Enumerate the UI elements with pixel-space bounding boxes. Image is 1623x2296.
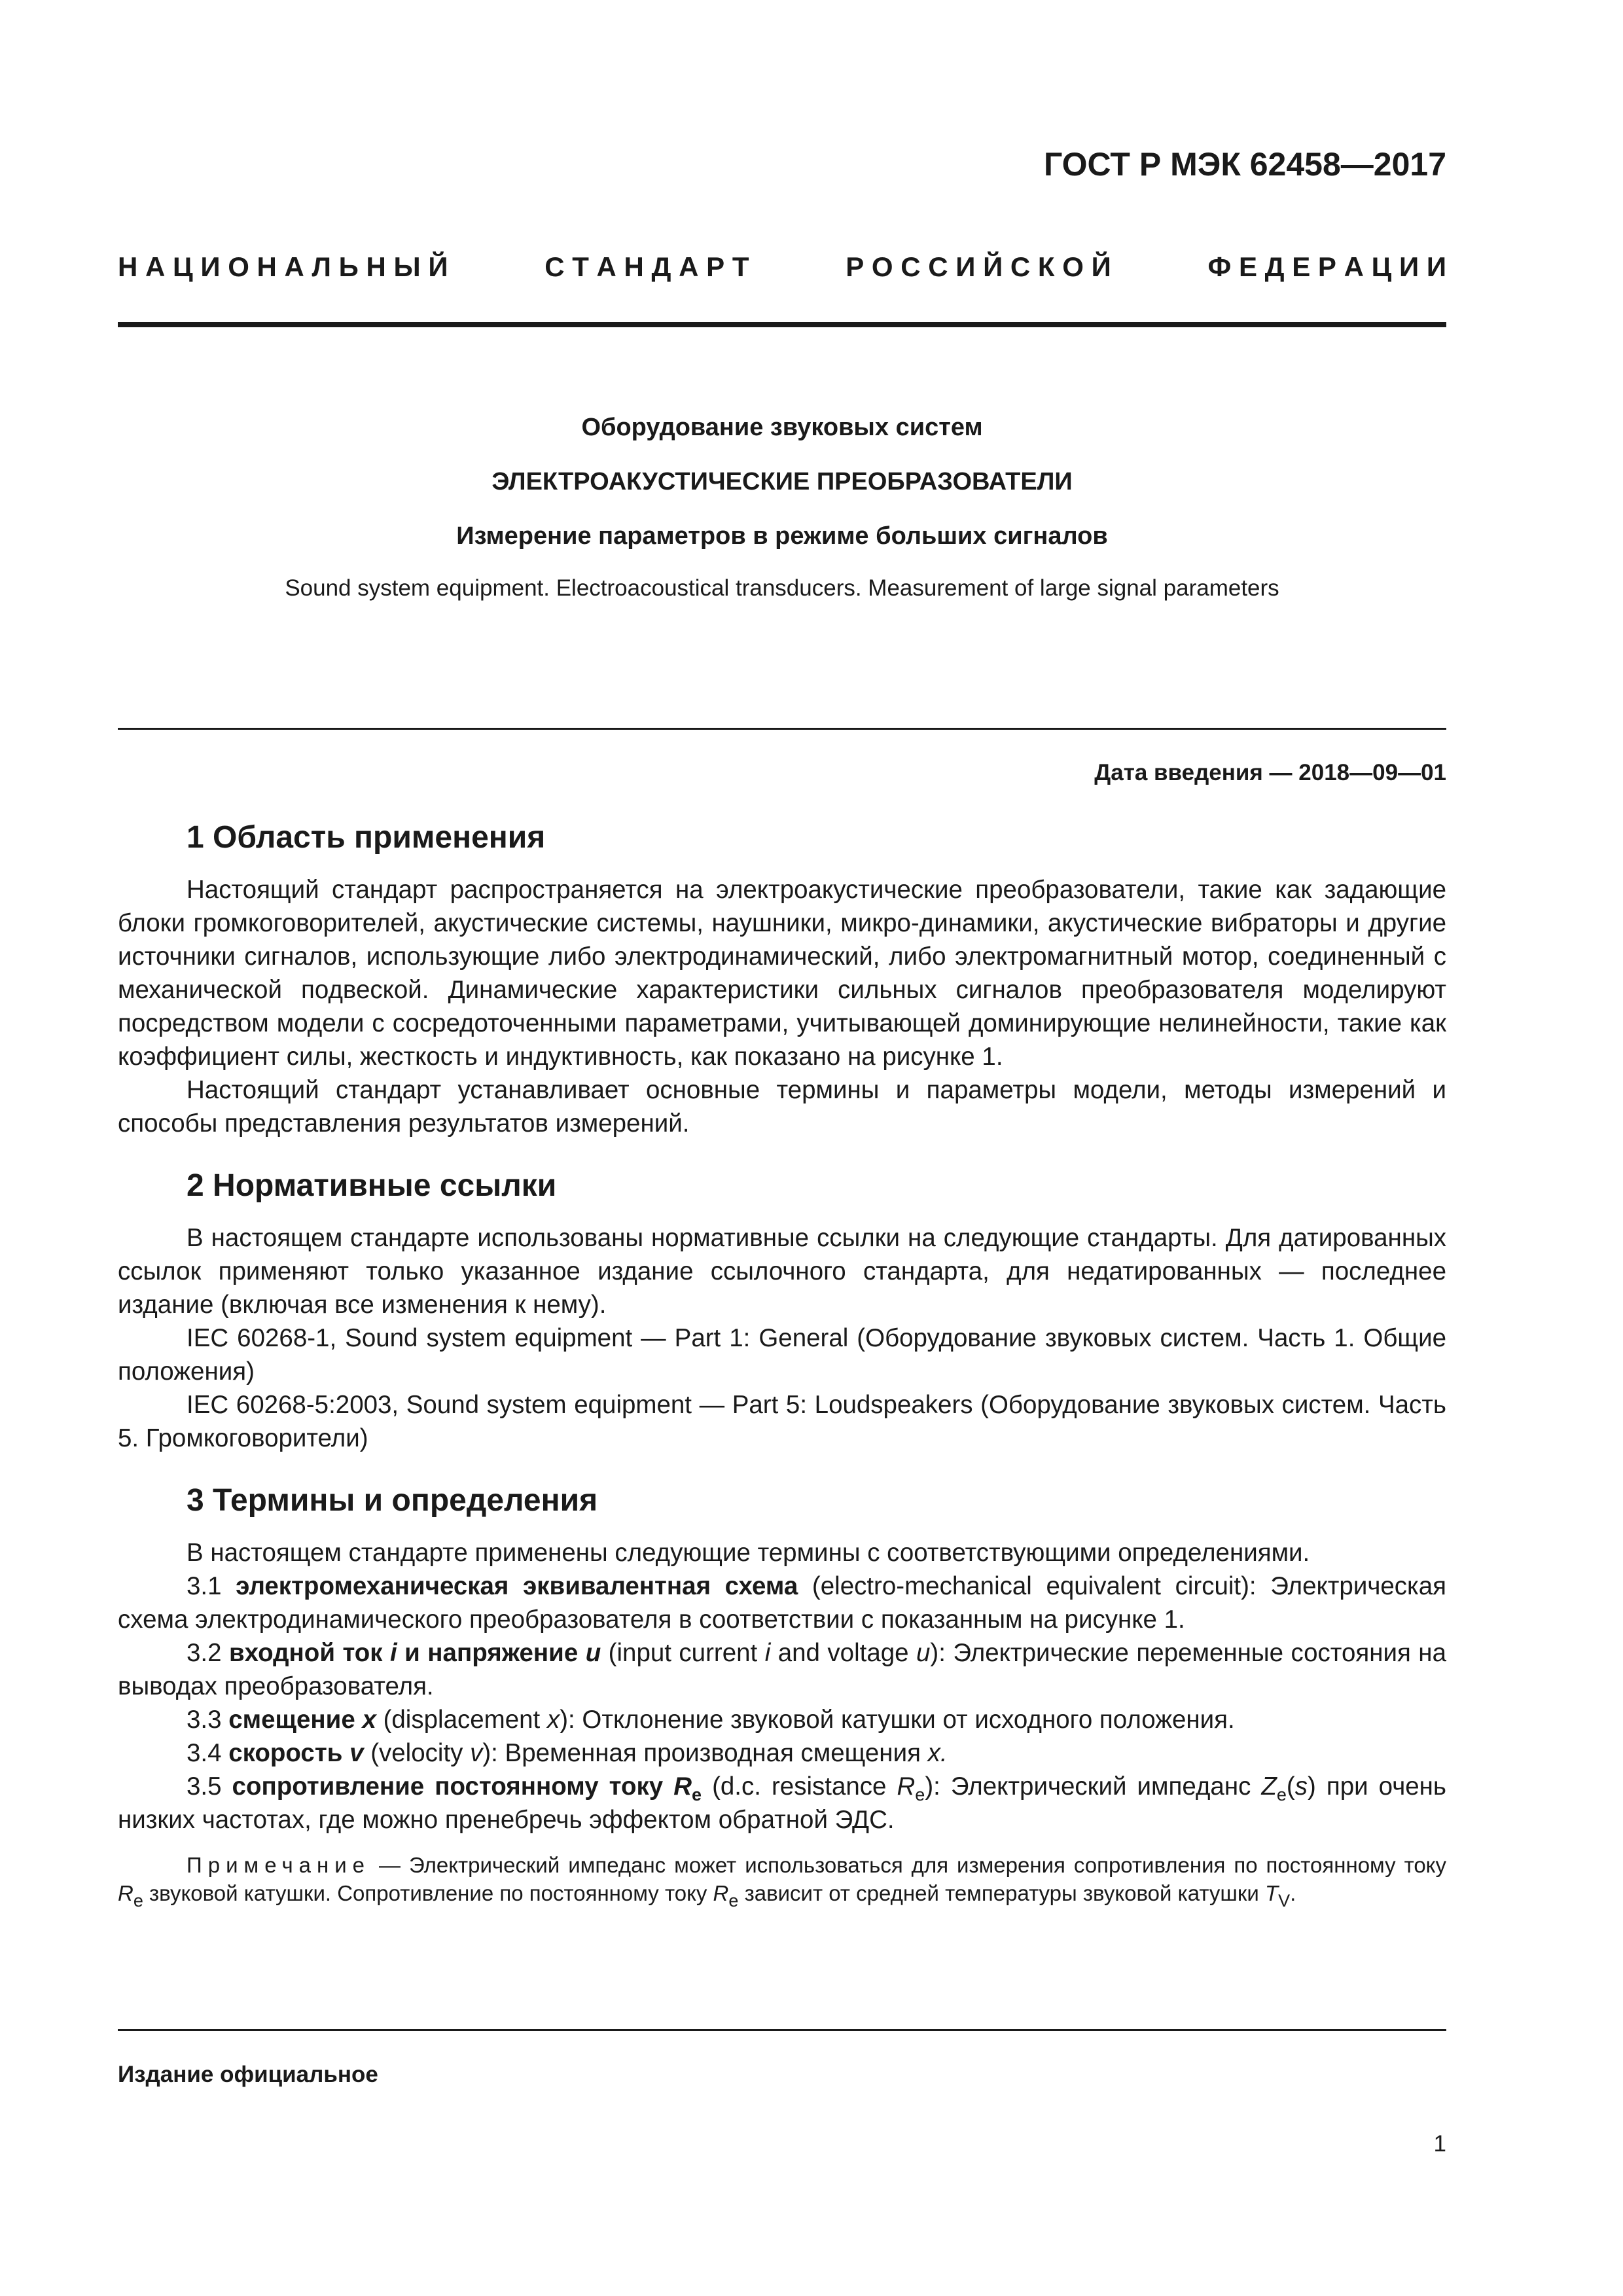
page-number: 1 (1433, 2131, 1446, 2157)
paragraph: Настоящий стандарт распространяется на электроакустические преобразователи, такие как задающие блоки громкоговорителей, акустические системы, наушники, микро-динамики, акустические вибраторы и другие источники сигналов, использующие либо электродинамический, либо электромагнитный мотор, соединенный с механической подвеской. Динамические характеристики сильных сигналов преобразователя моделируют посредством модели с сосредоточенными параметрами, учитывающей доминирующие нелинейности, такие как коэффициент силы, жесткость и индуктивность, как показано на рисунке 1. (118, 876, 1446, 1071)
title-line-3: Измерение параметров в режиме больших сигналов (456, 522, 1108, 550)
note-label: Примечание (187, 1853, 371, 1877)
term-3-1: 3.1 электромеханическая эквивалентная схема (electro-mechanical equivalent circuit): Электрическая схема электродинамического преобразователя в соответствии с показанным на рисунке 1. (118, 1572, 1446, 1634)
introduction-date: Дата введения — 2018—09—01 (1094, 760, 1446, 785)
paragraph: В настоящем стандарте применены следующие термины с соответствующими определениями. (187, 1539, 1310, 1567)
term-3-4: 3.4 скорость v (velocity v): Временная производная смещения x. (187, 1739, 948, 1767)
section-heading: 1 Область применения (187, 820, 546, 855)
section-heading: 2 Нормативные ссылки (187, 1168, 557, 1203)
term-3-3: 3.3 смещение x (displacement x): Отклонение звуковой катушки от исходного положения. (187, 1706, 1235, 1734)
term-3-5: 3.5 сопротивление постоянному току $R_e$ (d.c. resistance $R_e$): Электрический импеданс $Z_e(s)$ при очень низких частотах, где можно пренебречь эффектом обратной ЭДС. (118, 1772, 1446, 1834)
title-line-2: ЭЛЕКТРОАКУСТИЧЕСКИЕ ПРЕОБРАЗОВАТЕЛИ (491, 468, 1073, 495)
title-rule (118, 728, 1446, 730)
title-block (118, 414, 1446, 601)
banner-word: Ф Е Д Е Р А Ц И И (1207, 251, 1446, 282)
official-edition-label: Издание официальное (118, 2062, 378, 2087)
document-code: ГОСТ Р МЭК 62458—2017 (1043, 146, 1446, 183)
document-page (118, 0, 1446, 2296)
banner-word: Н А Ц И О Н А Л Ь Н Ы Й (118, 251, 448, 282)
banner-word: Р О С С И Й С К О Й (846, 251, 1111, 282)
paragraph: В настоящем стандарте использованы нормативные ссылки на следующие стандарты. Для датированных ссылок применяют только указанное издание ссылочного стандарта, для недатированных — последнее издание (включая все изменения к нему). (118, 1224, 1446, 1319)
english-title: Sound system equipment. Electroacoustical transducers. Measurement of large signal parameters (285, 575, 1279, 601)
section-heading: 3 Термины и определения (187, 1483, 598, 1518)
document-body (118, 818, 1446, 1929)
paragraph: Настоящий стандарт устанавливает основные термины и параметры модели, методы измерений и способы представления результатов измерений. (118, 1076, 1446, 1138)
header-rule (118, 322, 1446, 327)
term-3-2: 3.2 входной ток i и напряжение u (input current i and voltage u): Электрические переменные состояния на выводах преобразователя. (118, 1639, 1446, 1700)
title-line-1: Оборудование звуковых систем (581, 414, 983, 441)
national-standard-banner (118, 251, 1446, 283)
footer-rule (118, 2029, 1446, 2031)
note: Примечание — Электрический импеданс может использоваться для измерения сопротивления по постоянному току $R_e$ звуковой катушки. Сопротивление по постоянному току $R_e$ зависит от средней температуры звуковой катушки $T_V$. (118, 1853, 1446, 1910)
banner-word: С Т А Н Д А Р Т (544, 251, 749, 282)
reference-item: IEC 60268-5:2003, Sound system equipment — Part 5: Loudspeakers (Оборудование звуковых систем. Часть 5. Громкоговорители) (118, 1391, 1446, 1452)
reference-item: IEC 60268-1, Sound system equipment — Part 1: General (Оборудование звуковых систем. Часть 1. Общие положения) (118, 1324, 1446, 1386)
